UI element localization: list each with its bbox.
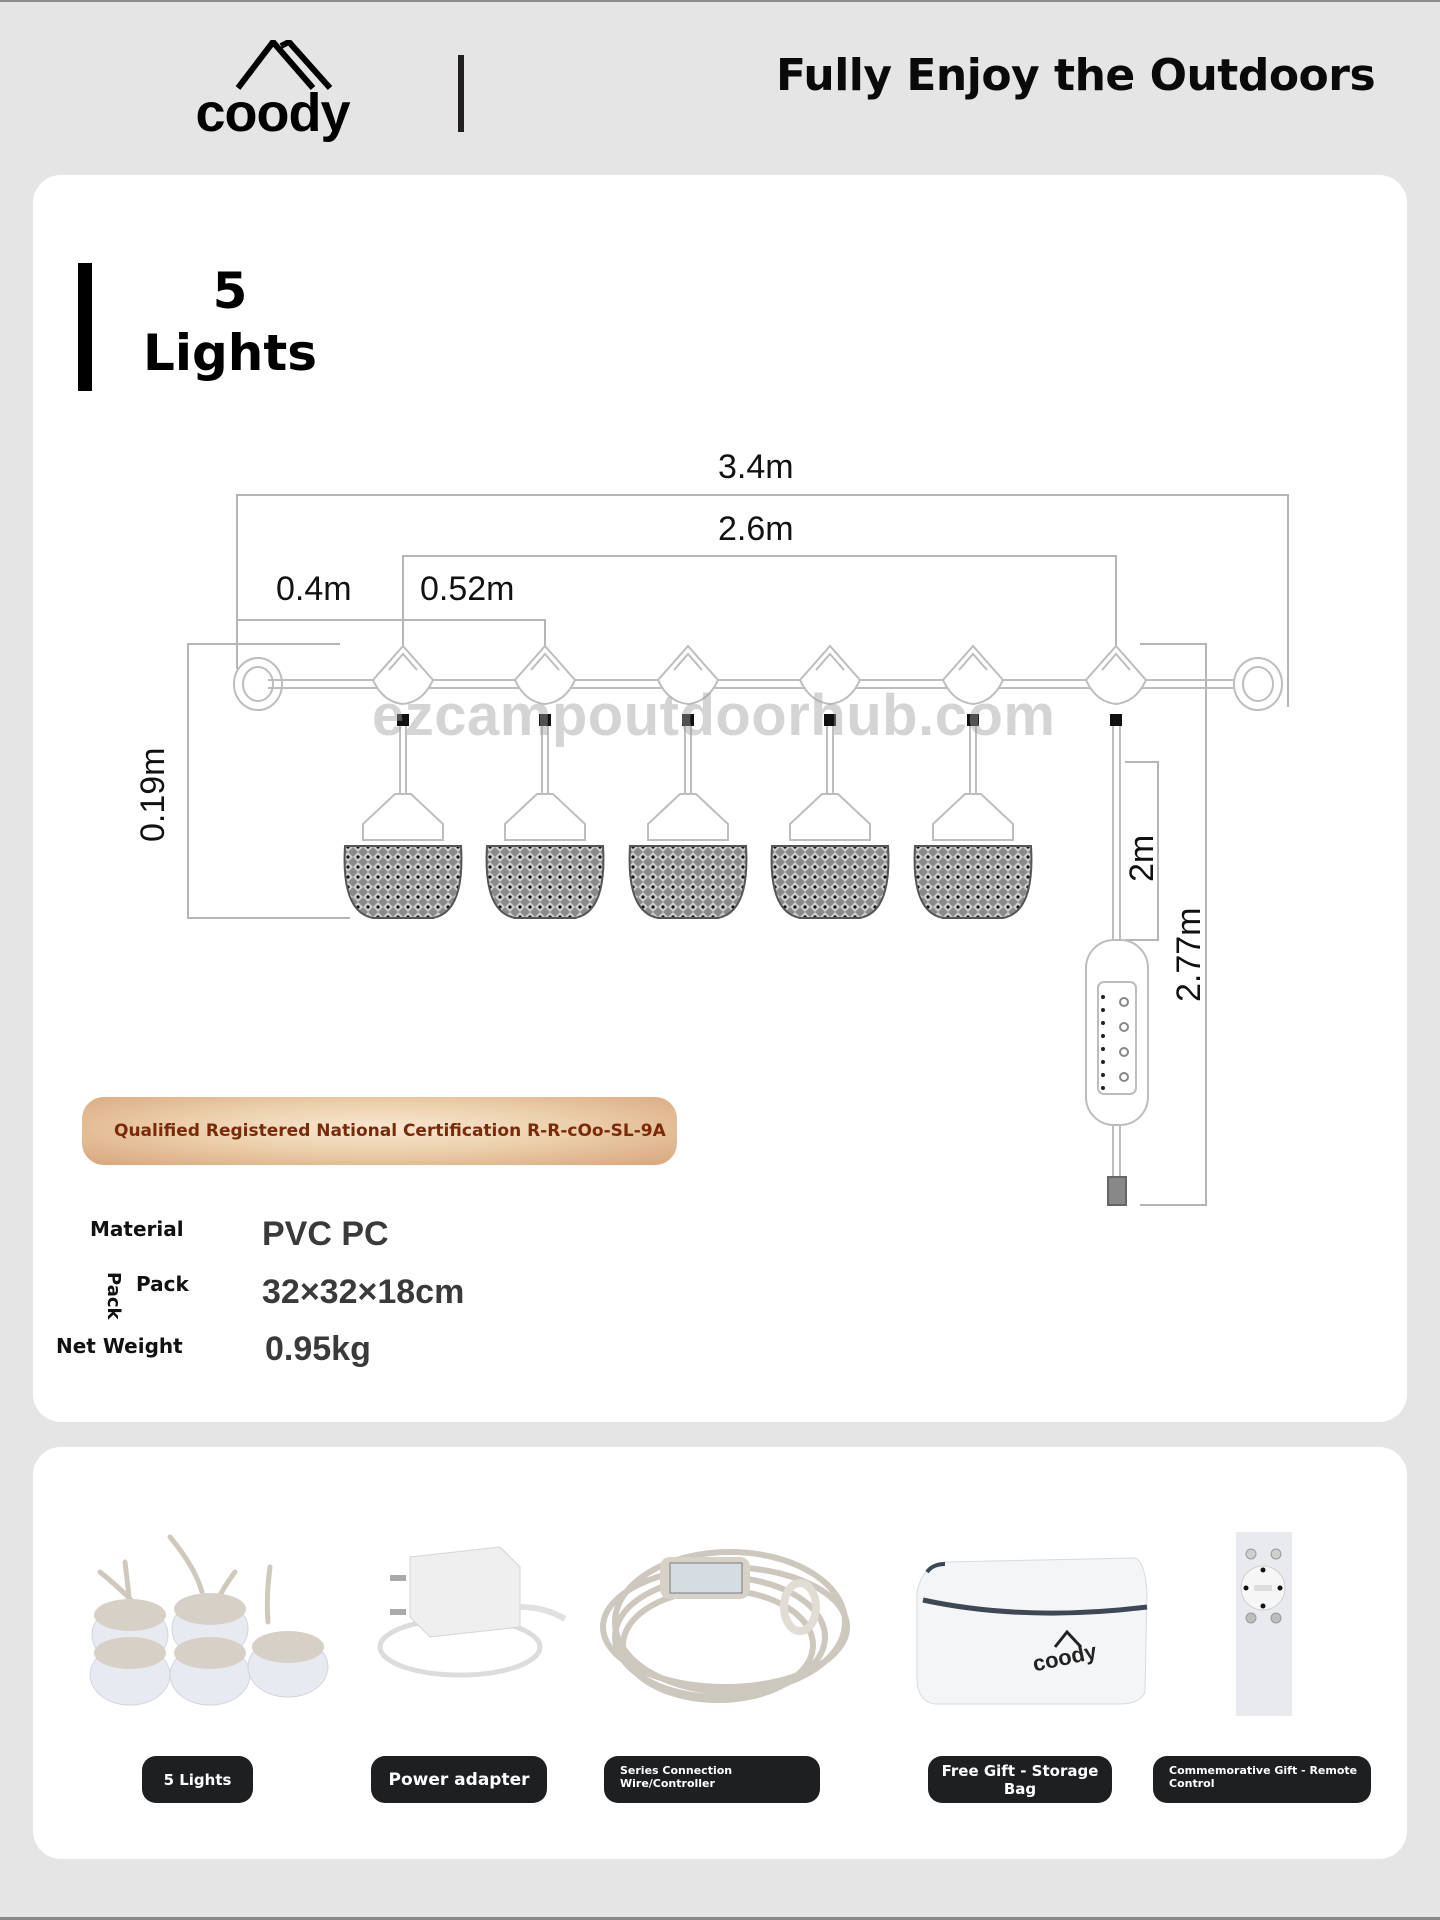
dim-bulb-span: 2.6m <box>718 510 794 548</box>
svg-text:coody: coody <box>1030 1638 1099 1677</box>
lights-bulbs-icon <box>70 1517 330 1707</box>
dim-controller-lead: 2m <box>1123 834 1161 882</box>
watermark: ezcampoutdoorhub.com <box>372 683 1056 748</box>
spec-value-net-weight: 0.95kg <box>265 1330 371 1368</box>
product-title <box>130 260 330 384</box>
remote-control-icon <box>1236 1532 1292 1716</box>
brand-name: coody <box>195 83 350 143</box>
spec-label-pack-rotated: Pack <box>103 1272 124 1320</box>
certification-badge <box>82 1097 677 1165</box>
storage-bag-icon <box>905 1552 1150 1712</box>
item-label-text: 5 Lights <box>163 1770 232 1789</box>
title-word: Lights <box>142 324 318 382</box>
item-label-remote-control <box>1153 1756 1371 1803</box>
dim-bulb-spacing: 0.52m <box>420 570 515 608</box>
tagline: Fully Enjoy the Outdoors <box>776 50 1376 101</box>
dim-drop-height: 0.19m <box>134 747 172 842</box>
cable-controller-icon <box>590 1527 860 1717</box>
certification-text: Qualified Registered National Certification R-R-cOo-SL-9A <box>114 1121 666 1141</box>
title-accent-bar <box>78 263 92 391</box>
item-label-storage-bag <box>928 1756 1112 1803</box>
item-label-text: Series Connection Wire/Controller <box>620 1764 733 1790</box>
spec-label-net-weight: Net Weight <box>56 1334 183 1358</box>
item-label-series-wire-controller <box>604 1756 820 1803</box>
item-label-text: Free Gift - Storage Bag <box>941 1761 1099 1798</box>
dim-power-lead-total: 2.77m <box>1170 907 1208 1002</box>
dim-end-to-first: 0.4m <box>276 570 352 608</box>
item-label-text: Commemorative Gift - Remote Control <box>1169 1764 1358 1790</box>
dim-total-length: 3.4m <box>718 448 794 486</box>
brand-logo <box>185 40 360 145</box>
item-label-power-adapter <box>371 1756 547 1803</box>
spec-label-material: Material <box>90 1217 184 1241</box>
spec-value-material: PVC PC <box>262 1215 389 1253</box>
spec-value-pack: 32×32×18cm <box>262 1273 465 1311</box>
power-adapter-icon <box>370 1537 570 1687</box>
title-count: 5 <box>212 262 248 320</box>
header-divider <box>458 55 464 132</box>
spec-label-pack: Pack <box>136 1272 189 1296</box>
item-label-text: Power adapter <box>388 1769 530 1790</box>
item-label-5-lights <box>142 1756 253 1803</box>
